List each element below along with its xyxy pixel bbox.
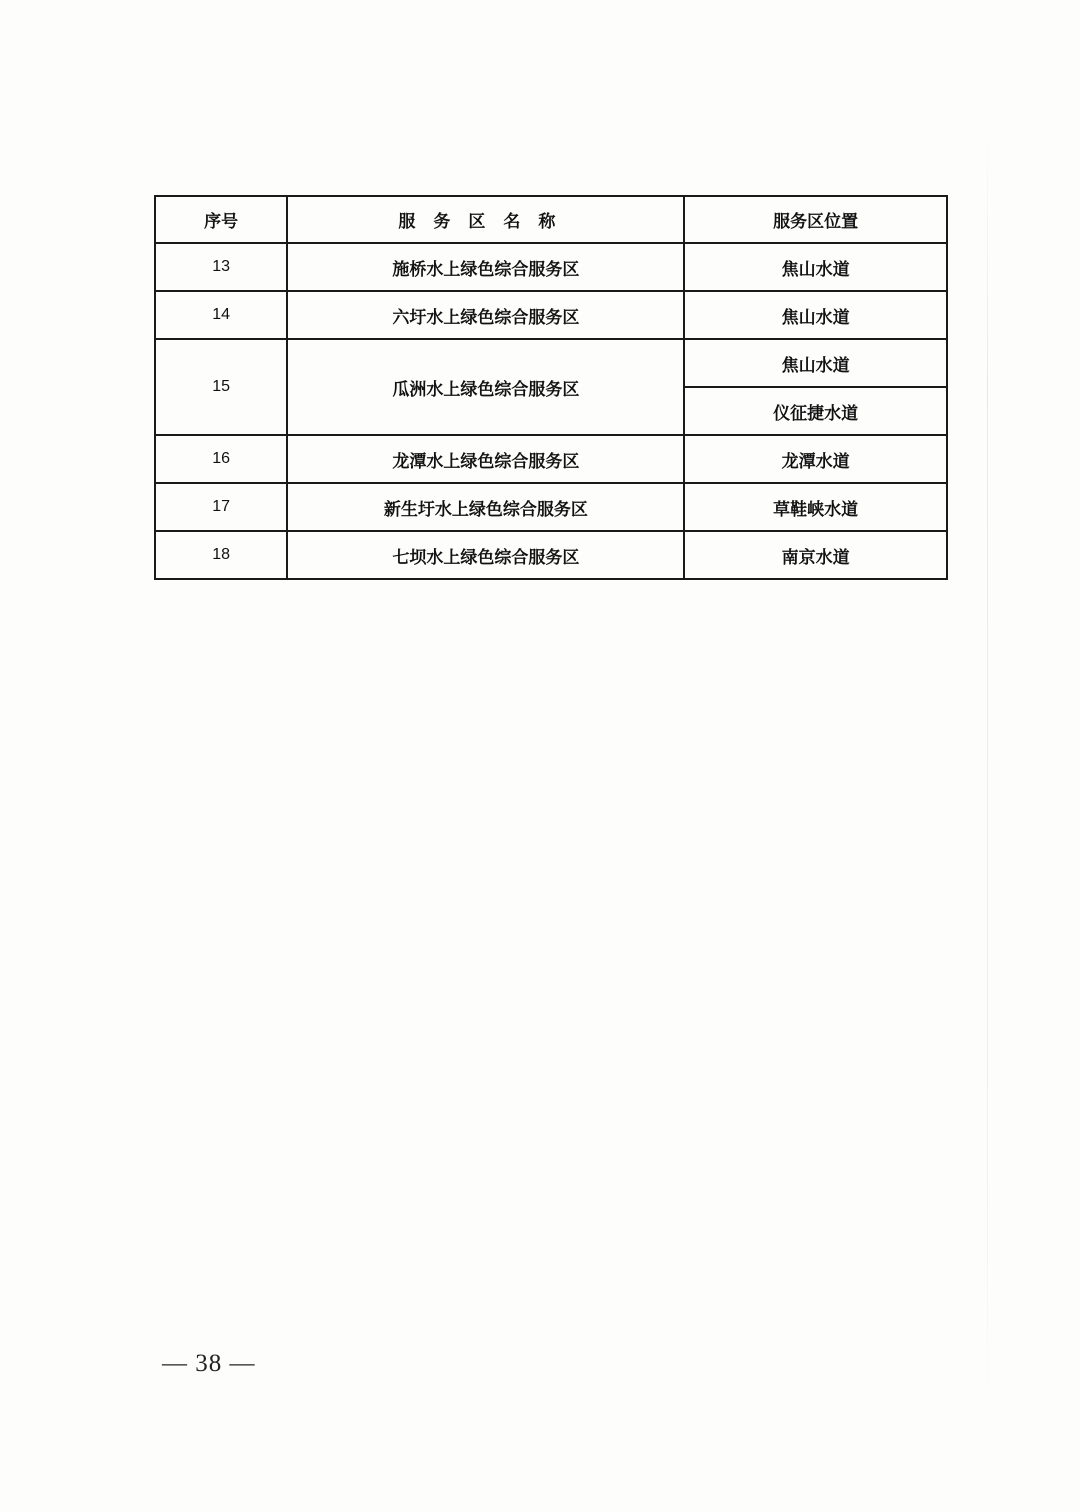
row-location: 仪征捷水道 [684,387,947,435]
row-seq: 17 [155,483,287,531]
row-location: 龙潭水道 [684,435,947,483]
row-seq: 15 [155,339,287,435]
row-seq: 16 [155,435,287,483]
row-name: 新生圩水上绿色综合服务区 [287,483,684,531]
header-name: 服务区名称 [287,196,684,243]
row-name: 施桥水上绿色综合服务区 [287,243,684,291]
table-row [155,435,947,483]
row-seq: 13 [155,243,287,291]
table-row [155,243,947,291]
row-location: 草鞋峡水道 [684,483,947,531]
row-name: 瓜洲水上绿色综合服务区 [287,339,684,435]
table-row [155,339,947,387]
service-area-table [154,195,948,580]
row-location: 南京水道 [684,531,947,579]
page-edge-shadow [987,120,988,1420]
table-row [155,483,947,531]
row-name: 龙潭水上绿色综合服务区 [287,435,684,483]
row-name: 六圩水上绿色综合服务区 [287,291,684,339]
table-row [155,291,947,339]
table-header-row [155,196,947,243]
header-seq: 序号 [155,196,287,243]
row-name: 七坝水上绿色综合服务区 [287,531,684,579]
table-row [155,531,947,579]
row-location: 焦山水道 [684,339,947,387]
header-location: 服务区位置 [684,196,947,243]
row-seq: 18 [155,531,287,579]
page-number: — 38 — [162,1350,256,1377]
row-location: 焦山水道 [684,291,947,339]
row-seq: 14 [155,291,287,339]
row-location: 焦山水道 [684,243,947,291]
